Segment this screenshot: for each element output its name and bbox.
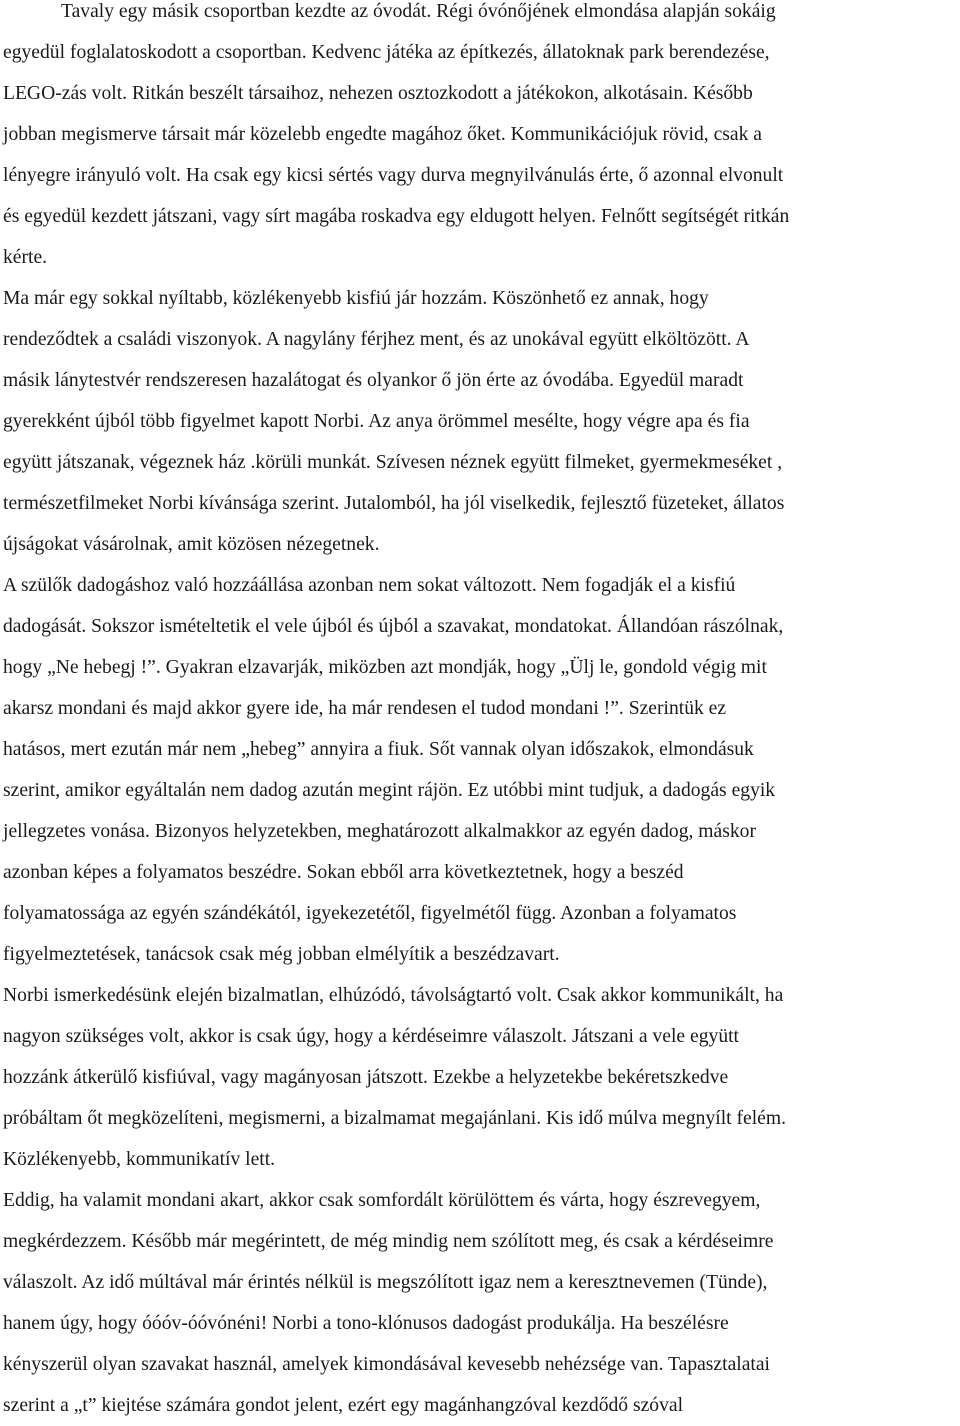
text-line: hatásos, mert ezután már nem „hebeg” annyira a fiuk. Sőt vannak olyan időszakok, elmondásuk [3,739,754,760]
text-line: dadogását. Sokszor ismételtetik el vele újból és újból a szavakat, mondatokat. Állandóan rászólnak, [3,616,784,637]
text-line: szerint a „t” kiejtése számára gondot jelent, ezért egy magánhangzóval kezdődő szóval [3,1395,684,1416]
document-page [3,0,958,1426]
text-line: jobban megismerve társait már közelebb engedte magához őket. Kommunikációjuk rövid, csak a [3,124,763,145]
text-line: és egyedül kezdett játszani, vagy sírt magába roskadva egy eldugott helyen. Felnőtt segítségét ritkán [3,206,790,227]
text-line: Eddig, ha valamit mondani akart, akkor csak somfordált körülöttem és várta, hogy észrevegyem, [3,1190,761,1211]
text-line: folyamatossága az egyén szándékától, igyekezetétől, figyelmétől függ. Azonban a folyamatos [3,903,737,924]
text-line: hozzánk átkerülő kisfiúval, vagy magányosan játszott. Ezekbe a helyzetekbe bekéretszkedve [3,1067,729,1088]
text-line: próbáltam őt megközelíteni, megismerni, a bizalmamat megajánlani. Kis idő múlva megnyílt felém. [3,1108,786,1129]
text-line: szerint, amikor egyáltalán nem dadog azután megint rájön. Ez utóbbi mint tudjuk, a dadogás egyik [3,780,776,801]
text-line: természetfilmeket Norbi kívánsága szerint. Jutalomból, ha jól viselkedik, fejlesztő füzeteket, állatos [3,493,785,514]
text-line: gyerekként újból több figyelmet kapott Norbi. Az anya örömmel mesélte, hogy végre apa és fia [3,411,750,432]
text-line: hogy „Ne hebegj !”. Gyakran elzavarják, miközben azt mondják, hogy „Ülj le, gondold végig mit [3,657,767,678]
text-line: figyelmeztetések, tanácsok csak még jobban elmélyítik a beszédzavart. [3,944,560,965]
text-line: Norbi ismerkedésünk elején bizalmatlan, elhúzódó, távolságtartó volt. Csak akkor kommunikált, ha [3,985,784,1006]
text-line: LEGO-zás volt. Ritkán beszélt társaihoz, nehezen osztozkodott a játékokon, alkotásain. Később [3,83,753,104]
text-line: akarsz mondani és majd akkor gyere ide, ha már rendesen el tudod mondani !”. Szerintük ez [3,698,727,719]
text-line: rendeződtek a családi viszonyok. A nagylány férjhez ment, és az unokával együtt elköltözött. A [3,329,750,350]
text-line: jellegzetes vonása. Bizonyos helyzetekben, meghatározott alkalmakkor az egyén dadog, máskor [3,821,756,842]
text-line: másik lánytestvér rendszeresen hazalátogat és olyankor ő jön érte az óvodába. Egyedül maradt [3,370,744,391]
text-line: nagyon szükséges volt, akkor is csak úgy, hogy a kérdéseimre válaszolt. Játszani a vele együtt [3,1026,739,1047]
text-line: Tavaly egy másik csoportban kezdte az óvodát. Régi óvónőjének elmondása alapján sokáig [61,1,776,22]
text-line: lényegre irányuló volt. Ha csak egy kicsi sértés vagy durva megnyilvánulás érte, ő azonnal elvonult [3,165,784,186]
text-line: megkérdezzem. Később már megérintett, de még mindig nem szólított meg, és csak a kérdéseimre [3,1231,774,1252]
text-line: újságokat vásárolnak, amit közösen nézegetnek. [3,534,380,555]
text-line: A szülők dadogáshoz való hozzáállása azonban nem sokat változott. Nem fogadják el a kisfiú [3,575,736,596]
text-line: válaszolt. Az idő múltával már érintés nélkül is megszólított igaz nem a keresztnevemen (Tünde), [3,1272,768,1293]
text-line: Közlékenyebb, kommunikatív lett. [3,1149,276,1170]
text-line: kényszerül olyan szavakat használ, amelyek kimondásával kevesebb nehézsége van. Tapasztalatai [3,1354,770,1375]
text-line: kérte. [3,247,48,268]
text-line: együtt játszanak, végeznek ház .körüli munkát. Szívesen néznek együtt filmeket, gyermekmeséket , [3,452,783,473]
text-line: egyedül foglalatoskodott a csoportban. Kedvenc játéka az építkezés, állatoknak park berendezése, [3,42,770,63]
text-line: Ma már egy sokkal nyíltabb, közlékenyebb kisfiú jár hozzám. Köszönhető ez annak, hogy [3,288,709,309]
text-line: hanem úgy, hogy óóóv-óóvónéni! Norbi a tono-klónusos dadogást produkálja. Ha beszélésre [3,1313,729,1334]
text-line: azonban képes a folyamatos beszédre. Sokan ebből arra következtetnek, hogy a beszéd [3,862,684,883]
